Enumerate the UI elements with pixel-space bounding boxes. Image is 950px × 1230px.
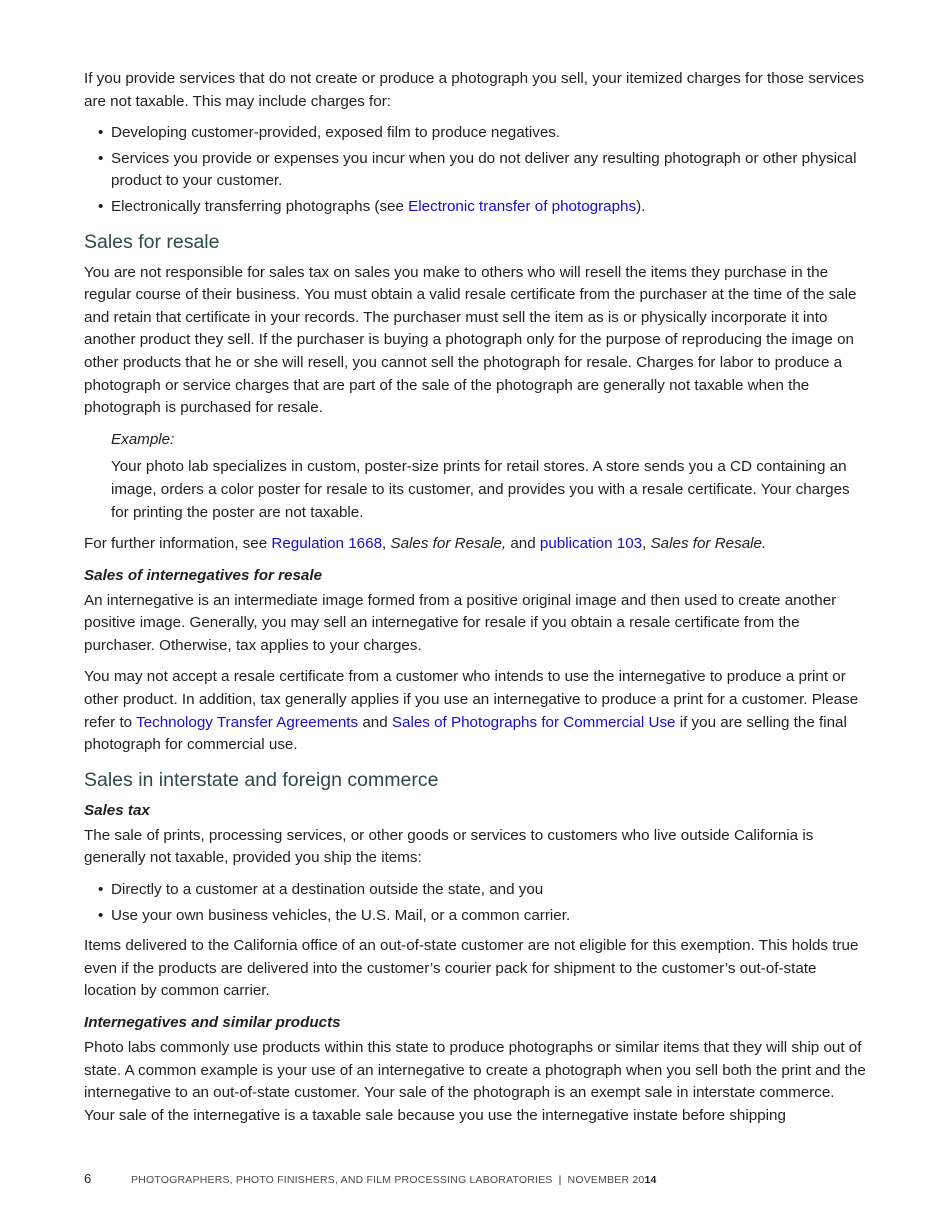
bullet-icon: • <box>98 881 104 899</box>
bullet-icon: • <box>98 124 104 142</box>
page-footer <box>84 1171 657 1186</box>
list-item: • Developing customer-provided, exposed film to produce negatives. <box>84 122 866 145</box>
further-information: For further information, see Regulation 1668, Sales for Resale, and publication 103, Sales for Resale. <box>84 535 767 553</box>
list-item: • Directly to a customer at a destination outside the state, and you <box>84 879 866 902</box>
heading-internegatives-resale: Sales of internegatives for resale <box>84 566 323 584</box>
link-publication-103[interactable]: publication 103 <box>539 535 643 553</box>
internegative-paragraph-2: You may not accept a resale certificate from a customer who intends to use the internegative to produce a print or other product. In addition, tax generally applies if you use an internegative to produce a print for a customer. Please refer to Technology Transfer Agreements and Sales of Photographs for Commercial Use if you are selling the final photograph for commercial use. <box>84 668 859 754</box>
link-technology-transfer[interactable]: Technology Transfer Agreements <box>136 713 359 731</box>
document-body <box>84 68 866 1136</box>
intro-bullet-list <box>84 122 866 218</box>
bullet-icon: • <box>98 197 104 215</box>
publication-date: NOVEMBER 2014 <box>567 1174 657 1186</box>
heading-internegatives-similar: Internegatives and similar products <box>84 1014 341 1031</box>
heading-interstate-commerce: Sales in interstate and foreign commerce <box>84 768 439 791</box>
bullet-icon: • <box>98 149 104 167</box>
link-commercial-use[interactable]: Sales of Photographs for Commercial Use <box>391 713 676 731</box>
example-block <box>111 429 866 524</box>
list-item: • Use your own business vehicles, the U.S. Mail, or a common carrier. <box>84 905 866 928</box>
interstate-bullet-list <box>84 879 866 927</box>
example-text: Your photo lab specializes in custom, poster-size prints for retail stores. A store sends you a CD containing an image, orders a color poster for resale to its customer, and provides you with a resale certificate. Your charges for printing the poster are not taxable. <box>111 458 850 521</box>
example-label: Example: <box>111 430 175 448</box>
interstate-paragraph-1: The sale of prints, processing services, or other goods or services to customers who live outside California is generally not taxable, provided you ship the items: <box>84 826 814 867</box>
link-electronic-transfer[interactable]: Electronic transfer of photographs <box>408 197 637 215</box>
publication-title: PHOTOGRAPHERS, PHOTO FINISHERS, AND FILM PROCESSING LABORATORIES <box>131 1174 553 1186</box>
link-regulation-1668[interactable]: Regulation 1668 <box>271 535 383 553</box>
list-item: • Electronically transferring photographs (see Electronic transfer of photographs). <box>84 196 866 219</box>
list-item: • Services you provide or expenses you incur when you do not deliver any resulting photograph or other physical product to your customer. <box>98 149 857 190</box>
interstate-paragraph-2: Items delivered to the California office of an out-of-state customer are not eligible for this exemption. This holds true even if the products are delivered into the customer’s courier pack for shipment to the customer’s out-of-state location by common carrier. <box>84 937 859 1000</box>
heading-sales-for-resale: Sales for resale <box>84 230 220 253</box>
interstate-paragraph-3: Photo labs commonly use products within this state to produce photographs or similar items that they will ship out of state. A common example is your use of an internegative to create a photograph when you sell both the print and the internegative to an out-of-state customer. Your sale of the photograph is an exempt sale in interstate commerce. Your sale of the internegative is a taxable sale because you use the internegative instate before shipping <box>84 1039 866 1124</box>
internegative-paragraph-1: An internegative is an intermediate image formed from a positive original image and then used to create another positive image. Generally, you may sell an internegative for resale if you obtain a resale certificate from the purchaser. Otherwise, tax applies to your charges. <box>84 591 837 654</box>
bullet-icon: • <box>98 906 104 924</box>
heading-sales-tax: Sales tax <box>84 801 150 819</box>
intro-paragraph: If you provide services that do not create or produce a photograph you sell, your itemized charges for those services are not taxable. This may include charges for: <box>84 70 865 110</box>
page-number: 6 <box>84 1171 92 1186</box>
footer-separator: | <box>558 1174 562 1186</box>
resale-paragraph: You are not responsible for sales tax on sales you make to others who will resell the items they purchase in the regular course of their business. You must obtain a valid resale certificate from the purchaser at the time of the sale and retain that certificate in your records. The purchaser must sell the item as is or physically incorporate it into another product they sell. If the purchaser is buying a photograph only for the purpose of reproducing the image on other products that he or she will resell, you cannot sell the photograph for resale. Charges for labor to produce a photograph or service charges that are part of the sale of the photograph are generally not taxable when the photograph is purchased for resale. <box>84 263 857 417</box>
